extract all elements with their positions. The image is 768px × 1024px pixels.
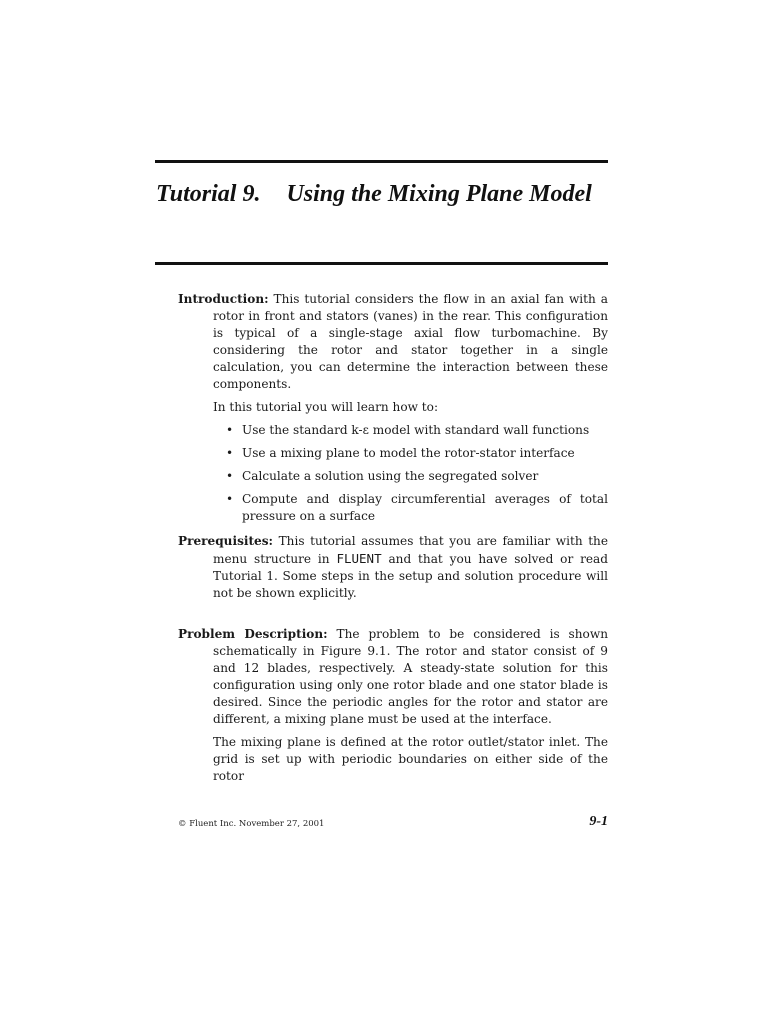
list-item: • Compute and display circumferential averages of total pressure on a surface: [226, 491, 608, 525]
prerequisites-text-after: and that you have solved or read Tutorial 1. Some steps in the setup and solution procedure will not be shown explicitly.: [213, 552, 608, 600]
page-title: [156, 180, 606, 209]
problem-text: The problem to be considered is shown schematically in Figure 9.1. The rotor and stator consist of 9 and 12 blades, respectively. A steady-state solution for this configuration using only one rotor blade and one stator blade is desired. Since the periodic angles for the rotor and stator are different, a mixing plane must be used at the interface.: [213, 627, 608, 726]
introduction-paragraph: [178, 291, 608, 393]
introduction-heading: Introduction:: [178, 292, 269, 306]
prerequisites-paragraph: [178, 533, 608, 602]
prerequisites-section: [178, 533, 608, 608]
product-name: FLUENT: [336, 551, 382, 566]
introduction-section: [178, 291, 608, 531]
learning-objectives-list: [178, 422, 608, 525]
introduction-text: This tutorial considers the flow in an axial fan with a rotor in front and stators (vanes) in the rear. This configuration is typical of a single-stage axial flow turbomachine. By considering the rotor and stator together in a single calculation, you can determine the interaction between these components.: [213, 292, 608, 391]
learn-intro: In this tutorial you will learn how to:: [213, 400, 439, 414]
page-number: 9-1: [589, 814, 608, 829]
problem-description-section: [178, 626, 608, 791]
list-item: • Calculate a solution using the segregated solver: [226, 468, 608, 485]
prerequisites-text-before: This tutorial assumes that you are familiar with the menu structure in: [213, 534, 608, 566]
list-item: • Use a mixing plane to model the rotor-stator interface: [226, 445, 608, 462]
tutorial-title: Using the Mixing Plane Model: [286, 181, 592, 207]
problem-paragraph: [178, 626, 608, 728]
top-rule: [155, 160, 608, 163]
problem-paragraph-2: The mixing plane is defined at the rotor outlet/stator inlet. The grid is set up with periodic boundaries on either side of the rotor: [213, 735, 608, 783]
tutorial-number: Tutorial 9.: [156, 181, 261, 207]
bottom-rule: [155, 262, 608, 265]
footer-copyright: © Fluent Inc. November 27, 2001: [178, 819, 325, 829]
list-item: • Use the standard k-ε model with standard wall functions: [226, 422, 608, 439]
problem-heading: Problem Description:: [178, 627, 328, 641]
prerequisites-heading: Prerequisites:: [178, 534, 274, 548]
